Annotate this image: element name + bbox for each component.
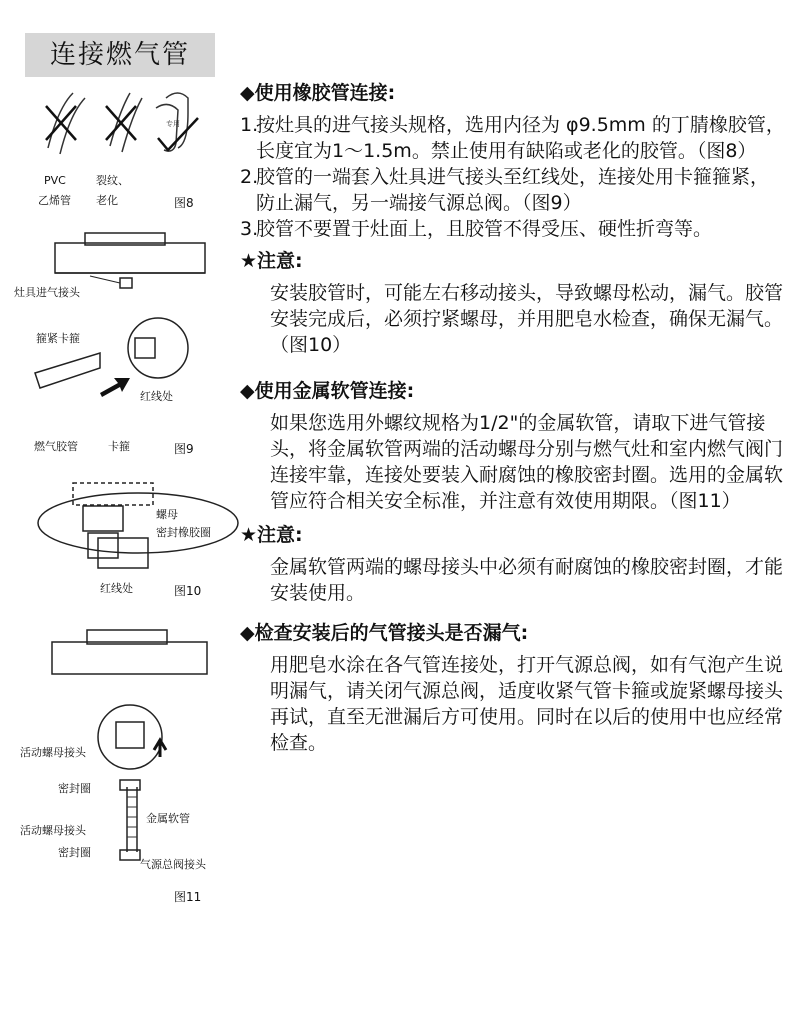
fig9-label-clamp: 卡箍 [108, 440, 130, 453]
fig11-label-seal2: 密封圈 [58, 846, 91, 859]
fig9-label-red-line: 红线处 [140, 390, 173, 403]
section1-note: 安装胶管时，可能左右移动接头，导致螺母松动，漏气。胶管安装完成后，必须拧紧螺母，并用肥皂水检查，确保无漏气。（图10） [270, 282, 784, 356]
fig8-illustration [28, 88, 228, 178]
fig10-label-seal: 密封橡胶圈 [156, 526, 211, 539]
fig10-caption: 图10 [174, 584, 202, 598]
fig9-label-inlet: 灶具进气接头 [14, 286, 80, 299]
list-item: 1. 按灶具的进气接头规格，选用内径为 φ9.5mm 的丁腈橡胶管，长度宜为1～1.5m。禁止使用有缺陷或老化的胶管。（图8） [240, 114, 785, 162]
instructions [240, 80, 785, 756]
fig8-caption: 图8 [174, 196, 194, 210]
section1-heading: ◆使用橡胶管连接: [240, 82, 396, 104]
fig10-label-red-line: 红线处 [100, 582, 133, 595]
fig11-caption: 图11 [174, 890, 202, 904]
fig11-label-nut2: 活动螺母接头 [20, 824, 86, 837]
fig8-label-vinyl: 乙烯管 [38, 194, 71, 207]
section2-note: 金属软管两端的螺母接头中必须有耐腐蚀的橡胶密封圈，才能安装使用。 [270, 556, 784, 604]
fig8-label-crack: 裂纹、 [96, 174, 129, 187]
section2-text: 如果您选用外螺纹规格为1/2"的金属软管，请取下进气管接头，将金属软管两端的活动螺母分别与燃气灶和室内燃气阀门连接牢靠，连接处要装入耐腐蚀的橡胶密封圈。选用的金属软管应符合相关安全标准，并注意有效使用期限。（图11） [270, 412, 784, 512]
fig11-label-valve: 气源总阀接头 [140, 858, 206, 871]
list-item: 3. 胶管不要置于灶面上，且胶管不得受压、硬性折弯等。 [240, 218, 713, 240]
fig11-label-metal-hose: 金属软管 [146, 812, 190, 825]
section1-note-heading: ★注意: [240, 250, 303, 272]
fig9-illustration [30, 228, 230, 428]
list-item: 2. 胶管的一端套入灶具进气接头至红线处，连接处用卡箍箍紧，防止漏气，另一端接气源总阀。（图9） [240, 166, 770, 214]
section3-text: 用肥皂水涂在各气管连接处，打开气源总阀，如有气泡产生说明漏气，请关闭气源总阀，适度收紧气管卡箍或旋紧螺母接头再试，直至无泄漏后方可使用。同时在以后的使用中也应经常检查。 [270, 654, 784, 754]
fig9-label-gas-hose: 燃气胶管 [34, 440, 78, 453]
fig10-label-nut: 螺母 [156, 508, 178, 521]
fig9-label-clamp-tight: 箍紧卡箍 [36, 332, 80, 345]
fig8-label-pvc: PVC [44, 174, 66, 187]
svg-text:专用: 专用 [166, 120, 180, 128]
page-title: 连接燃气管 [25, 33, 215, 77]
section2-heading: ◆使用金属软管连接: [240, 380, 415, 402]
section3-heading: ◆检查安装后的气管接头是否漏气: [240, 622, 529, 644]
section2-note-heading: ★注意: [240, 524, 303, 546]
fig11-label-nut1: 活动螺母接头 [20, 746, 86, 759]
fig9-caption: 图9 [174, 442, 194, 456]
fig11-label-seal1: 密封圈 [58, 782, 91, 795]
fig8-label-aging: 老化 [96, 194, 118, 207]
